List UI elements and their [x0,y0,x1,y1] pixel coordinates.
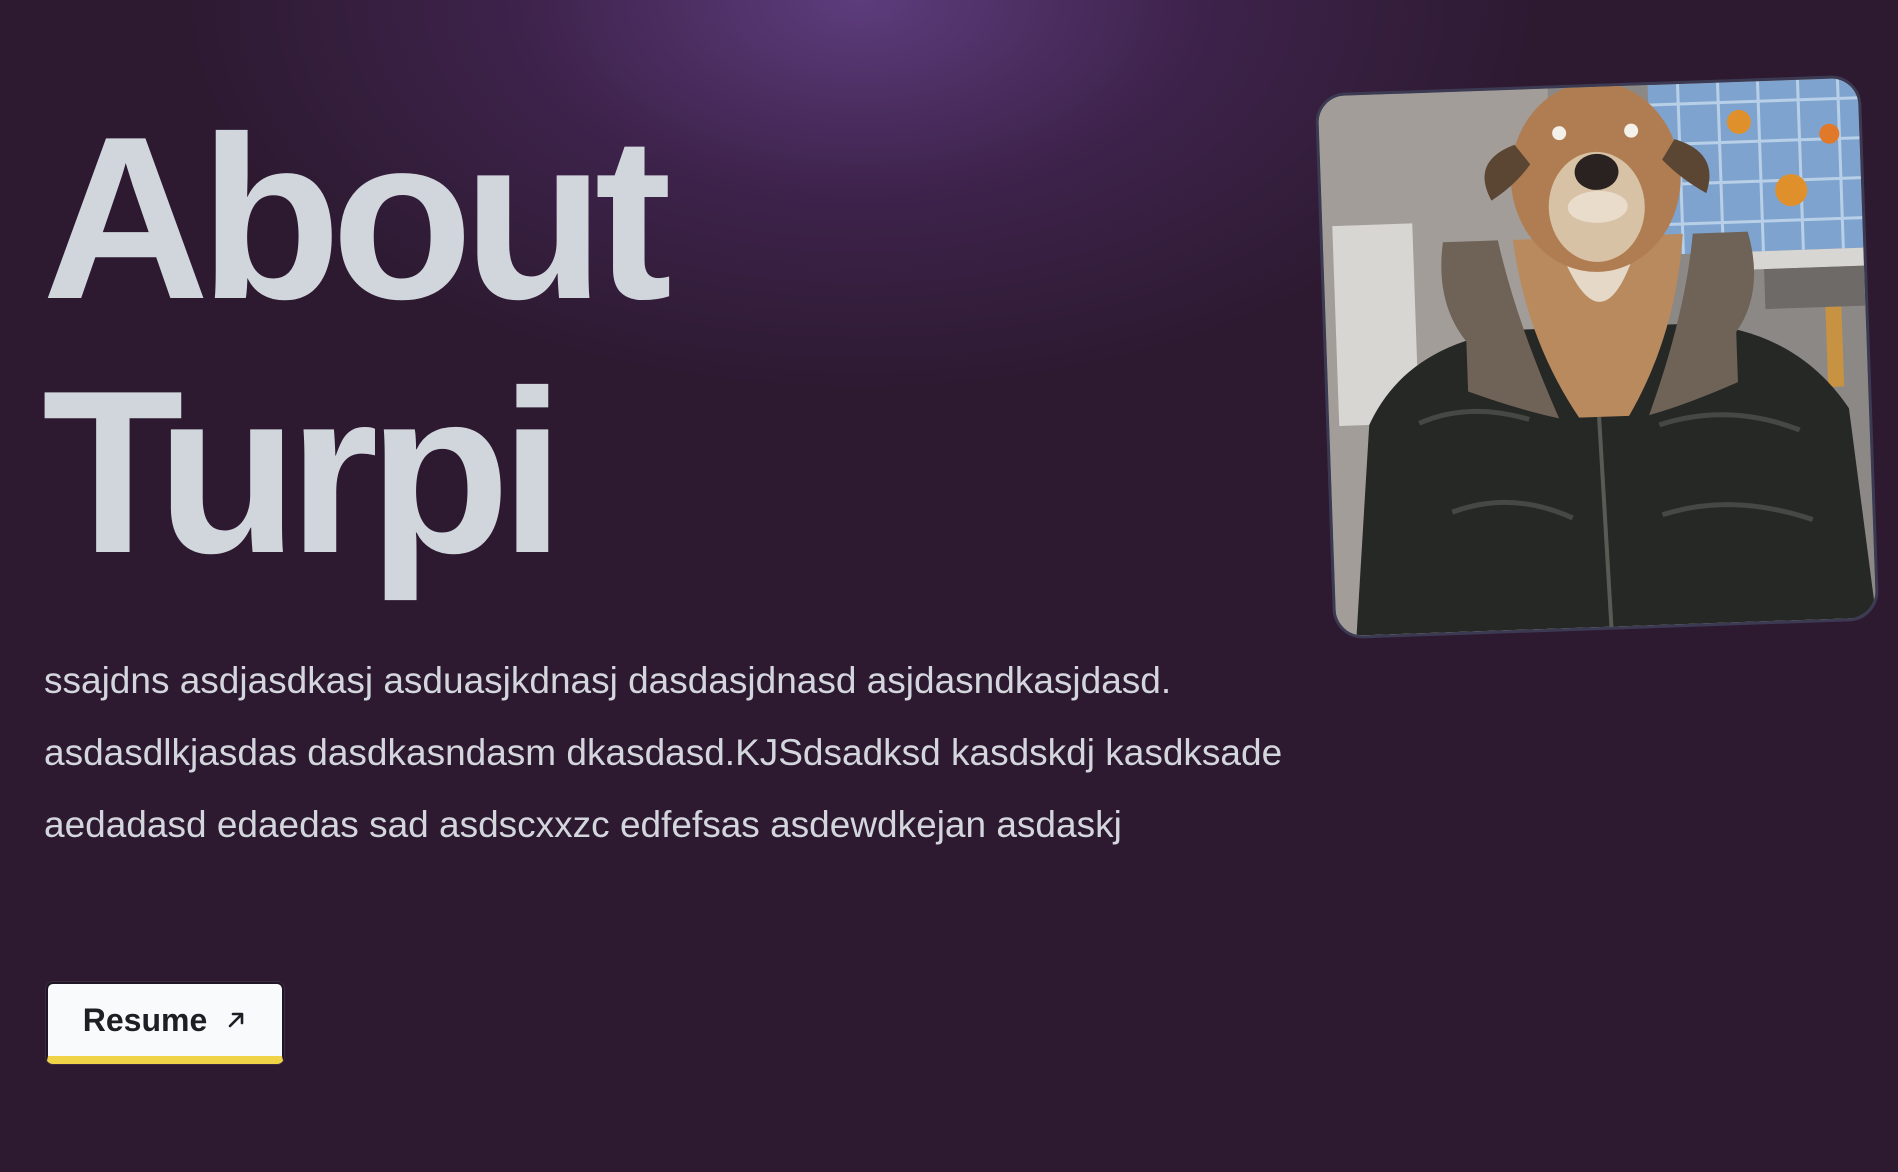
arrow-up-right-icon [225,1009,247,1031]
profile-photo [1315,75,1880,640]
dog-photo-illustration [1318,78,1877,637]
page-title-line-2: Turpi [42,343,555,602]
page-title-line-1: About [42,89,662,348]
bio-paragraph: ssajdns asdjasdkasj asduasjkdnasj dasdasjdnasd asjdasndkasjdasd. asdasdlkjasdas dasdkasndasm dkasdasd.KJSdsadksd kasdskdj kasdksade aedadasd edaedas sad asdscxxzc edfefsas asdewdkejan asdaskj [44,660,1283,845]
page-title [42,89,662,602]
resume-button-label: Resume [82,1001,208,1038]
resume-button[interactable] [46,982,284,1064]
